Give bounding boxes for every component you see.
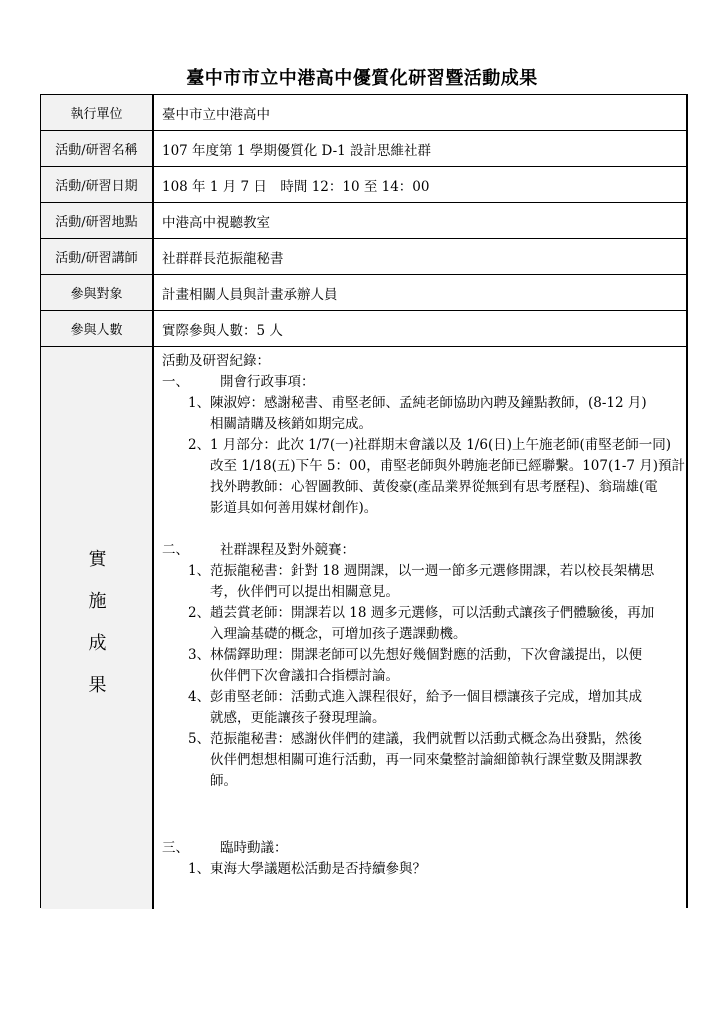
- row-label: 執行單位: [41, 95, 154, 130]
- section-title: 社群課程及對外競賽：: [220, 542, 355, 558]
- item-line: 東海大學議題松活動是否持續參與？: [210, 861, 426, 877]
- results-body: [162, 351, 686, 880]
- results-label-char: 果: [88, 675, 107, 696]
- section-heading: [162, 372, 680, 393]
- item-line: 陳淑婷：感謝秘書、甫堅老師、孟純老師協助內聘及鐘點教師，(8-12 月): [210, 395, 647, 411]
- item-line: 考，伙伴們可以提出相關意見。: [210, 584, 399, 600]
- row-label: 活動/研習地點: [41, 203, 154, 238]
- record-heading: 活動及研習紀錄：: [162, 353, 270, 369]
- row-value: 計畫相關人員與計畫承辦人員: [162, 286, 338, 303]
- section-number: 三、: [162, 840, 189, 856]
- section-number: 二、: [162, 542, 189, 558]
- item-line: 伙伴們想想相關可進行活動，再一同來彙整討論細節執行課堂數及開課教: [210, 752, 642, 768]
- page-title: 臺中市市立中港高中優質化研習暨活動成果: [186, 68, 538, 89]
- list-item: [162, 561, 680, 603]
- list-item: [162, 393, 680, 435]
- list-item: [162, 687, 680, 729]
- item-line: 范振龍秘書：針對 18 週開課，以一週一節多元選修開課，若以校長架構思: [210, 563, 655, 579]
- row-value: 108 年 1 月 7 日 時間 12：10 至 14：00: [162, 178, 430, 195]
- list-item: [162, 729, 680, 792]
- row-participants: [41, 275, 686, 311]
- row-label: 參與對象: [41, 275, 154, 310]
- item-line: 找外聘教師：心智圖教師、黃俊豪(產品業界從無到有思考歷程)、翁瑞雄(電: [210, 479, 658, 495]
- section-number: 一、: [162, 374, 189, 390]
- item-line: 相關請購及核銷如期完成。: [210, 416, 372, 432]
- item-number: 1、: [188, 563, 211, 579]
- results-label-char: 施: [88, 591, 107, 612]
- item-line: 趙芸賞老師：開課若以 18 週多元選修，可以活動式讓孩子們體驗後，再加: [210, 605, 655, 621]
- item-number: 4、: [188, 689, 211, 705]
- row-value: 107 年度第 1 學期優質化 D-1 設計思維社群: [162, 142, 432, 159]
- row-activity-date: [41, 167, 686, 203]
- section-title: 開會行政事項：: [220, 374, 315, 390]
- item-line: 入理論基礎的概念，可增加孩子選課動機。: [210, 626, 467, 642]
- item-line: 影道具如何善用媒材創作)。: [210, 500, 378, 516]
- row-results: [41, 347, 686, 909]
- row-activity-location: [41, 203, 686, 239]
- item-line: 林儒鐸助理：開課老師可以先想好幾個對應的活動，下次會議提出，以便: [210, 647, 642, 663]
- row-participant-count: [41, 311, 686, 347]
- item-number: 2、: [188, 605, 211, 621]
- section-title: 臨時動議：: [220, 840, 288, 856]
- item-number: 1、: [188, 395, 211, 411]
- list-item: [162, 645, 680, 687]
- item-line: 師。: [210, 773, 237, 789]
- item-line: 彭甫堅老師：活動式進入課程很好，給予一個目標讓孩子完成，增加其成: [210, 689, 642, 705]
- results-label: [41, 347, 154, 909]
- row-value: 中港高中視聽教室: [162, 214, 270, 231]
- row-unit: [41, 95, 686, 131]
- item-number: 5、: [188, 731, 211, 747]
- row-value: 臺中市立中港高中: [162, 106, 270, 123]
- results-label-char: 實: [88, 549, 107, 570]
- section-heading: [162, 540, 680, 561]
- row-label: 活動/研習名稱: [41, 131, 154, 166]
- row-label: 活動/研習日期: [41, 167, 154, 202]
- list-item: [162, 859, 680, 880]
- item-line: 就感，更能讓孩子發現理論。: [210, 710, 386, 726]
- section-heading: [162, 838, 680, 859]
- report-table: [40, 94, 688, 908]
- item-number: 1、: [188, 861, 211, 877]
- list-item: [162, 435, 686, 519]
- row-value: 社群群長范振龍秘書: [162, 250, 284, 267]
- row-label: 活動/研習講師: [41, 239, 154, 274]
- item-line: 范振龍秘書：感謝伙伴們的建議，我們就暫以活動式概念為出發點，然後: [210, 731, 642, 747]
- list-item: [162, 603, 680, 645]
- item-number: 3、: [188, 647, 211, 663]
- row-label: 參與人數: [41, 311, 154, 346]
- row-activity-name: [41, 131, 686, 167]
- results-label-char: 成: [88, 633, 107, 654]
- item-line: 1 月部分：此次 1/7(一)社群期末會議以及 1/6(日)上午施老師(甫堅老師一同): [210, 437, 672, 453]
- row-activity-lecturer: [41, 239, 686, 275]
- item-number: 2、: [188, 437, 211, 453]
- item-line: 伙伴們下次會議扣合指標討論。: [210, 668, 399, 684]
- item-line: 改至 1/18(五)下午 5：00，甫堅老師與外聘施老師已經聯繫。107(1-7 月)預計: [210, 458, 686, 474]
- row-value: 實際參與人數：5 人: [162, 322, 283, 339]
